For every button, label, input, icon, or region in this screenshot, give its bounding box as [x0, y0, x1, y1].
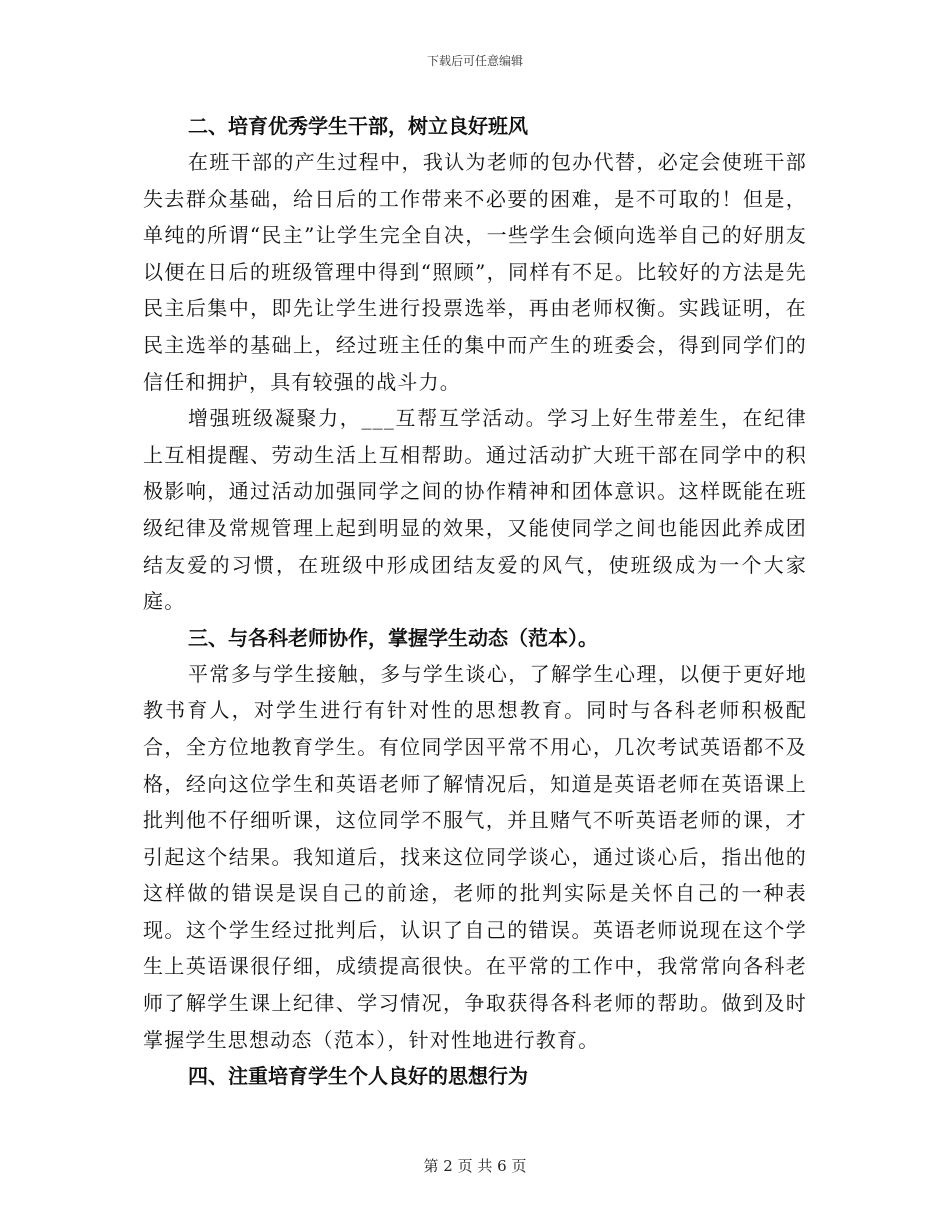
paragraph-teacher-cooperation: 平常多与学生接触，多与学生谈心，了解学生心理，以便于更好地教书育人，对学生进行有针对性的思想教育。同时与各科老师积极配合，全方位地教育学生。有位同学因平常不用心，几次考试英语都不及格，经向这位学生和英语老师了解情况后，知道是英语老师在英语课上批判他不仔细听课，这位同学不服气，并且赌气不听英语老师的课，才引起这个结果。我知道后，找来这位同学谈心，通过谈心后，指出他的这样做的错误是误自己的前途，老师的批判实际是关怀自己的一种表现。这个学生经过批判后，认识了自己的错误。英语老师说现在这个学生上英语课很仔细，成绩提高很快。在平常的工作中，我常常向各科老师了解学生课上纪律、学习情况，争取获得各科老师的帮助。做到及时掌握学生思想动态（范本），针对性地进行教育。 — [143, 661, 807, 1052]
page-number: 第 2 页 共 6 页 — [423, 1157, 527, 1175]
paragraph-class-cohesion: 增强班级凝聚力，___互帮互学活动。学习上好生带差生，在纪律上互相提醒、劳动生活上互相帮助。通过活动扩大班干部在同学中的积极影响，通过活动加强同学之间的协作精神和团体意识。这样既能在班级纪律及常规管理上起到明显的效果，又能使同学之间也能因此养成团结友爱的习惯，在班级中形成团结友爱的风气，使班级成为一个大家庭。 — [143, 406, 807, 614]
section-heading-2: 二、培育优秀学生干部，树立良好班风 — [188, 114, 528, 138]
header-note: 下载后可任意编辑 — [426, 54, 523, 68]
section-heading-3: 三、与各科老师协作，掌握学生动态（范本）。 — [188, 625, 598, 650]
paragraph-class-cadre-election: 在班干部的产生过程中，我认为老师的包办代替，必定会使班干部失去群众基础，给日后的工作带来不必要的困难，是不可取的！但是，单纯的所谓“民主”让学生完全自决，一些学生会倾向选举自己的好朋友以便在日后的班级管理中得到“照顾”，同样有不足。比较好的方法是先民主后集中，即先让学生进行投票选举，再由老师权衡。实践证明，在民主选举的基础上，经过班主任的集中而产生的班委会，得到同学们的信任和拥护，具有较强的战斗力。 — [143, 150, 807, 394]
section-heading-4: 四、注重培育学生个人良好的思想行为 — [188, 1064, 528, 1089]
document-body — [143, 108, 807, 1094]
